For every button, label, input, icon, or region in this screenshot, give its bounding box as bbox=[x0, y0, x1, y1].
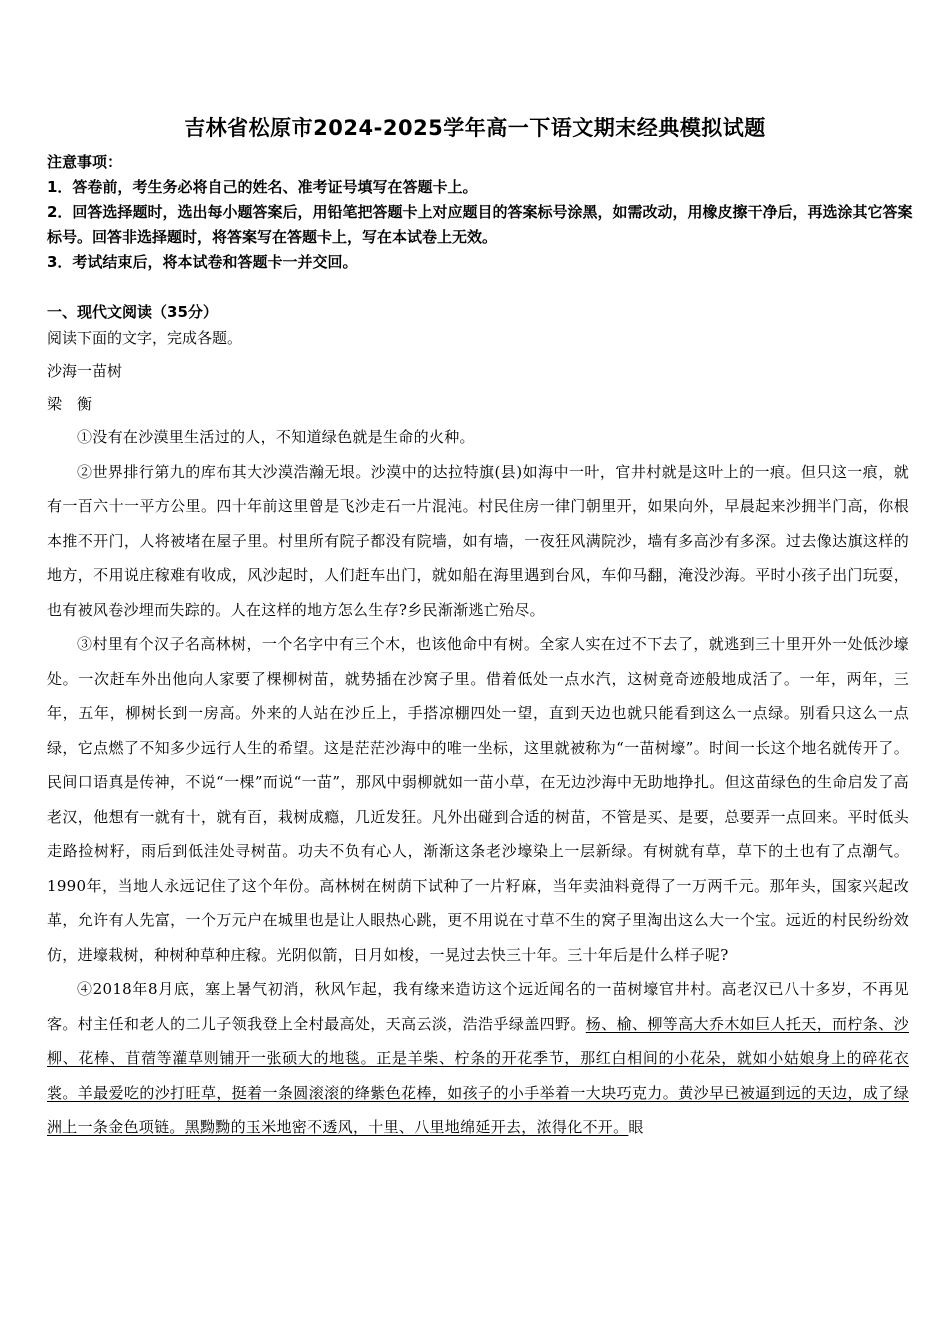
article-body bbox=[47, 420, 909, 1145]
paragraph-2: ②世界排行第九的库布其大沙漠浩瀚无垠。沙漠中的达拉特旗(县)如海中一叶，官井村就是这叶上的一痕。但只这一痕，就有一百六十一平方公里。四十年前这里曾是飞沙走石一片混沌。村民住房一律门朝里开，如果向外，早晨起来沙拥半门高，你根本推不开门，人将被堵在屋子里。村里所有院子都没有院墙，如有墙，一夜狂风满院沙，墙有多高沙有多深。过去像达旗这样的地方，不用说庄稼难有收成，风沙起时，人们赶车出门，就如船在海里遇到台风，车仰马翻，淹没沙海。平时小孩子出门玩耍，也有被风卷沙埋而失踪的。人在这样的地方怎么生存?乡民渐渐逃亡殆尽。 bbox=[47, 462, 909, 619]
paragraph-3: ③村里有个汉子名高林树，一个名字中有三个木，也该他命中有树。全家人实在过不下去了，就逃到三十里开外一处低沙壕处。一次赶车外出他向人家要了棵柳树苗，就势插在沙窝子里。借着低处一点水汽，这树竟奇迹般地成活了。一年，两年，三年，五年，柳树长到一房高。外来的人站在沙丘上，手搭凉棚四处一望，直到天边也就只能看到这么一点绿。别看只这么一点绿，它点燃了不知多少远行人生的希望。这是茫茫沙海中的唯一坐标，这里就被称为“一苗树壕”。时间一长这个地名就传开了。民间口语真是传神，不说“一棵”而说“一苗”，那风中弱柳就如一苗小草，在无边沙海中无助地挣扎。但这苗绿色的生命启发了高老汉，他想有一就有十，就有百，栽树成瘾，几近发狂。凡外出碰到合适的树苗，不管是买、是要，总要弄一点回来。平时低头走路捡树籽，雨后到低洼处寻树苗。功夫不负有心人，渐渐这条老沙壕染上一层新绿。有树就有草，草下的土也有了点潮气。1990年，当地人永远记住了这个年份。高林树在树荫下试种了一片籽麻，当年卖油料竟得了一万两千元。那年头，国家兴起改革，允许有人先富，一个万元户在城里也是让人眼热心跳，更不用说在寸草不生的窝子里淘出这么大一个宝。远近的村民纷纷效仿，进壕栽树，种树种草种庄稼。光阴似箭，日月如梭，一晃过去快三十年。三十年后是什么样子呢? bbox=[47, 635, 909, 964]
notice-item-3: 3．考试结束后，将本试卷和答题卡一并交回。 bbox=[47, 253, 358, 271]
paragraph-4-text: ④2018年8月底，塞上暑气初消，秋风乍起，我有缘来造访这个远近闻名的一苗树壕官井村。高老汉已八十多岁，不再见客。村主任和老人的二儿子领我登上全村最高处，天高云淡，浩浩乎绿盖四野。 bbox=[47, 980, 909, 1033]
notice-heading: 注意事项： bbox=[47, 153, 123, 171]
underlined-passage: 杨、榆、柳等高大乔木如巨人托天，而柠条、沙柳、花棒、苜蓿等灌草则铺开一张硕大的地毯。正是羊柴、柠条的开花季节，那红白相间的小花朵，就如小姑娘身上的碎花衣裳。羊最爱吃的沙打旺草，挺着一条圆滚滚的绛紫色花棒，如孩子的小手举着一大块巧克力。黄沙早已被逼到远的天边，成了绿洲上一条金色项链。黑黝黝的玉米地密不透风，十里、八里地绵延开去，浓得化不开。 bbox=[47, 1014, 909, 1136]
page-title: 吉林省松原市2024-2025学年高一下语文期末经典模拟试题 bbox=[184, 116, 766, 140]
reading-instruction: 阅读下面的文字，完成各题。 bbox=[47, 329, 243, 347]
paragraph-4-continuation: 眼 bbox=[628, 1118, 644, 1136]
article-author: 梁 衡 bbox=[47, 395, 93, 413]
paragraph-1: ①没有在沙漠里生活过的人，不知道绿色就是生命的火种。 bbox=[77, 428, 475, 446]
paragraph-4 bbox=[47, 972, 909, 1145]
notice-item-2: 2．回答选择题时，选出每小题答案后，用铅笔把答题卡上对应题目的答案标号涂黑，如需改动，用橡皮擦干净后，再选涂其它答案标号。回答非选择题时，将答案写在答题卡上，写在本试卷上无效。 bbox=[47, 203, 913, 246]
section-heading: 一、现代文阅读（35分） bbox=[47, 303, 218, 321]
notice-item-1: 1．答卷前，考生务必将自己的姓名、准考证号填写在答题卡上。 bbox=[47, 178, 478, 196]
article-title: 沙海一苗树 bbox=[47, 362, 123, 380]
